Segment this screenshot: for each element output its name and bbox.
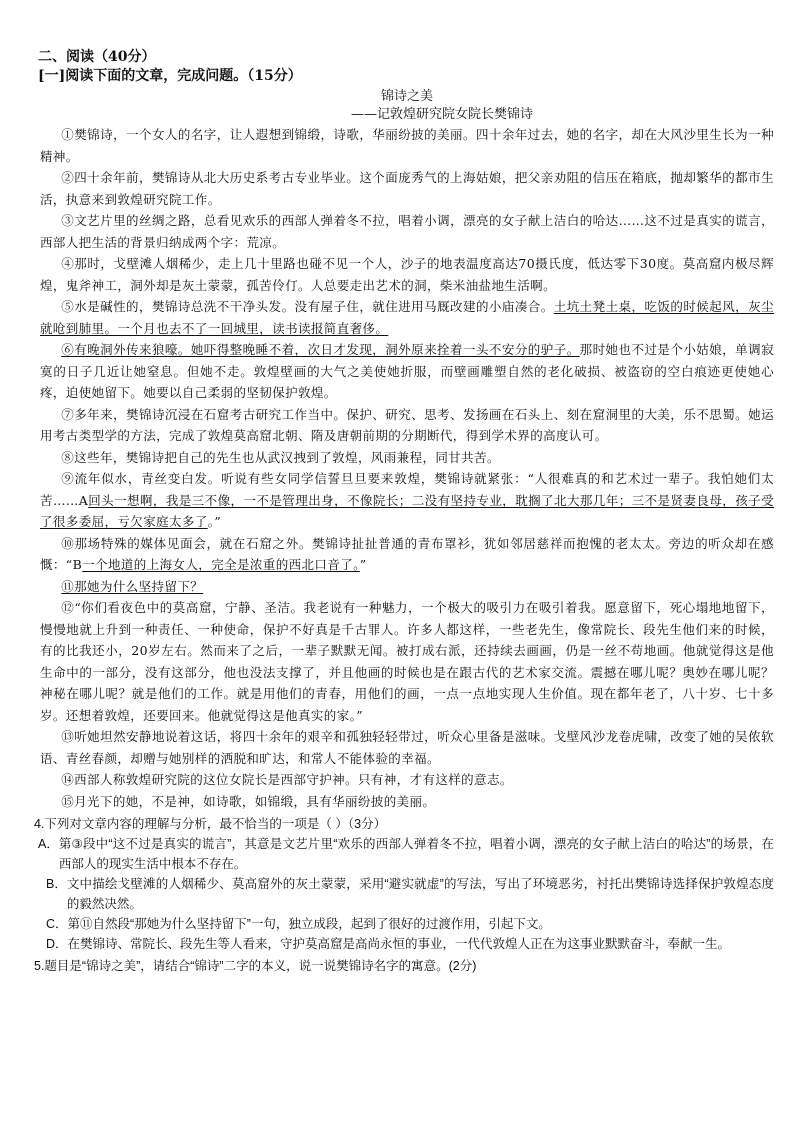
article-paragraph (40, 296, 774, 339)
paragraph-text: ⑮月光下的她，不是神，如诗歌，如锦缎，具有华丽纷披的美丽。 (61, 793, 436, 809)
option-text: 文中描绘戈壁滩的人烟稀少、莫高窟外的灰土蒙蒙，采用“避实就虚”的写法，写出了环境恶劣，衬托出樊锦诗选择保护敦煌态度的毅然决然。 (66, 877, 774, 911)
article-paragraph (40, 339, 774, 404)
answer-option (38, 834, 774, 874)
article-paragraph (40, 769, 774, 791)
paragraph-text: ④那时，戈壁滩人烟稀少，走上几十里路也碰不见一个人，沙子的地表温度高达70摄氏度，低达零下30度。莫高窟内极尽辉煌，鬼斧神工，洞外却是灰土蒙蒙，孤苦伶仃。人总要走出艺术的洞，柴米油盐地生活啊。 (40, 256, 774, 293)
article-paragraph (40, 576, 774, 598)
article-paragraph (40, 210, 774, 253)
questions-section (34, 814, 774, 976)
article-title: 锦诗之美 (380, 89, 433, 104)
paragraph-text: ⑬听她坦然安静地说着这话，将四十余年的艰辛和孤独轻轻带过，听众心里备是滋味。戈壁风沙龙卷虎啸，改变了她的吴侬软语、青丝春颜，却赠与她别样的洒脱和旷达，和常人不能体验的幸福。 (40, 729, 774, 766)
answer-option (46, 934, 774, 954)
paragraph-text: ⑤水是碱性的，樊锦诗总洗不干净头发。没有屋子住，就住进用马厩改建的小庙凑合。 (61, 299, 554, 314)
option-text: 在樊锦诗、常院长、段先生等人看来，守护莫高窟是高尚永恒的事业，一代代敦煌人正在为这事业默默奋斗，奉献一生。 (67, 937, 731, 951)
paragraph-text: ②四十余年前，樊锦诗从北大历史系考古专业毕业。这个面庞秀气的上海姑娘，把父亲劝阻的信压在箱底，抛却繁华的都市生活，执意来到敦煌研究院工作。 (40, 170, 774, 207)
article-subtitle: ——记敦煌研究院女院长樊锦诗 (350, 107, 533, 122)
paragraph-text: ⑦多年来，樊锦诗沉浸在石窟考古研究工作当中。保护、研究、思考、发扬画在石头上、刻在窟洞里的大美，乐不思蜀。她运用考古类型学的方法，完成了敦煌莫高窟北朝、隋及唐朝前期的分期断代，得到学术界的高度认可。 (40, 406, 774, 443)
section-heading: 二、阅读（40分） (38, 49, 156, 65)
paragraph-text: ①樊锦诗，一个女人的名字，让人遐想到锦缎，诗歌，华丽纷披的美丽。四十余年过去，她的名字，却在大风沙里生长为一种精神。 (40, 127, 774, 164)
article-paragraph (40, 533, 774, 576)
article-paragraph (40, 468, 774, 533)
paragraph-text: 那时她也不过是个小姑娘，单调寂寞的日子几近让她窒息。但她不走。敦煌壁画的大气之美使她折服，而壁画雕塑自然的老化破损、被盗窃的空白痕迹更使她心疼，迫使她留下。她要以自己柔弱的坚韧保护敦煌。 (40, 342, 774, 400)
option-text: 第⑪自然段“那她为什么坚持留下”一句，独立成段，起到了很好的过渡作用，引起下文。 (67, 917, 551, 931)
paragraph-text: ⑫“你们看夜色中的莫高窟，宁静、圣洁。我老说有一种魅力，一个极大的吸引力在吸引着我。愿意留下，死心塌地地留下，慢慢地就上升到一种责任、一种使命，保护不好真是千古罪人。许多人都这样，一些老先生，像常院长、段先生他们来的时候，有的比我还小，20岁左右。然而来了之后，一辈子默默无闻。被打成右派，还持续去画画，仍是一丝不苟地画。他就觉得这是他生命中的一部分，没有这部分，他也没法支撑了，并且他画的时候也是在跟古代的艺术家交流。震撼在哪儿呢？奥妙在哪儿呢？神秘在哪儿呢？就是他们的工作。就是用他们的青春，用他们的画，一点一点地实现人生价值。现在都年老了，八十岁、七十多岁。还想着敦煌，还要回来。他就觉得这是他真实的家。” (40, 600, 774, 723)
answer-option (46, 914, 774, 934)
question-stem: 4.下列对文章内容的理解与分析，最不恰当的一项是（ ）（3分） (34, 817, 387, 831)
option-label: B． (46, 877, 67, 891)
article-body (40, 124, 774, 812)
article-paragraph (40, 404, 774, 447)
paragraph-text: 。” (207, 514, 222, 529)
paragraph-text: ⑭西部人称敦煌研究院的这位女院长是西部守护神。只有神，才有这样的意志。 (61, 772, 513, 787)
paragraph-text: ” (359, 557, 367, 572)
underlined-text: ⑪那她为什么坚持留下？ (61, 578, 204, 594)
article-paragraph (40, 447, 774, 469)
article-paragraph (40, 726, 774, 769)
question-stem: 5.题目是“锦诗之美”，请结合“锦诗”二字的本义，说一说樊锦诗名字的寓意。(2分) (34, 959, 477, 973)
paragraph-text: ⑧这些年，樊锦诗把自己的先生也从武汉拽到了敦煌，风雨兼程，同甘共苦。 (61, 449, 500, 465)
option-text: 第③段中“这不过是真实的谎言”，其意是文艺片里“欢乐的西部人弹着冬不拉，唱着小调，漂亮的女子献上洁白的哈达”的场景，在西部人的现实生活中根本不存在。 (58, 837, 774, 871)
article-paragraph (40, 597, 774, 726)
article-paragraph (40, 253, 774, 296)
underlined-text: ⑥有晚洞外传来狼嚎。她吓得整晚睡不着，次日才发现，洞外原来拴着一头不安分的驴子。 (61, 342, 580, 357)
article-paragraph (40, 791, 774, 813)
underlined-text: 土坑土凳土桌，吃饭的时候起风，灰尘就呛到肺里。一个月也去不了一回城里，读书读报简直奢侈。 (40, 299, 774, 336)
underlined-text: 一个地道的上海女人，完全是浓重的西北口音了。 (82, 557, 360, 572)
option-label: A． (38, 837, 59, 851)
underlined-text: 回头一想啊，我是三不像，一不是管理出身，不像院长；二没有坚持专业，耽搁了北大那几年；三不是贤妻良母，孩子受了很多委屈，亏欠家庭太多了 (40, 492, 774, 529)
article-paragraph (40, 167, 774, 210)
option-label: D． (46, 937, 68, 951)
section-subheading: [一]阅读下面的文章，完成问题。（15分） (38, 68, 302, 84)
paragraph-text: ⑨流年似水，青丝变白发。听说有些女同学信誓旦旦要来敦煌，樊锦诗就紧张：“人很难真的和艺术过一辈子。我怕她们太苦……A (40, 471, 774, 508)
option-label: C． (46, 917, 68, 931)
paragraph-text: ⑩那场特殊的媒体见面会，就在石窟之外。樊锦诗扯扯普通的青布罩衫，犹如邻居慈祥而抱愧的老太太。旁边的听众却在感慨：“B (40, 535, 774, 572)
exam-page (34, 48, 774, 976)
article-paragraph (40, 124, 774, 167)
paragraph-text: ③文艺片里的丝绸之路，总看见欢乐的西部人弹着冬不拉，唱着小调，漂亮的女子献上洁白的哈达……这不过是真实的谎言，西部人把生活的背景归纳成两个字：荒凉。 (40, 213, 774, 250)
answer-option (46, 874, 774, 914)
